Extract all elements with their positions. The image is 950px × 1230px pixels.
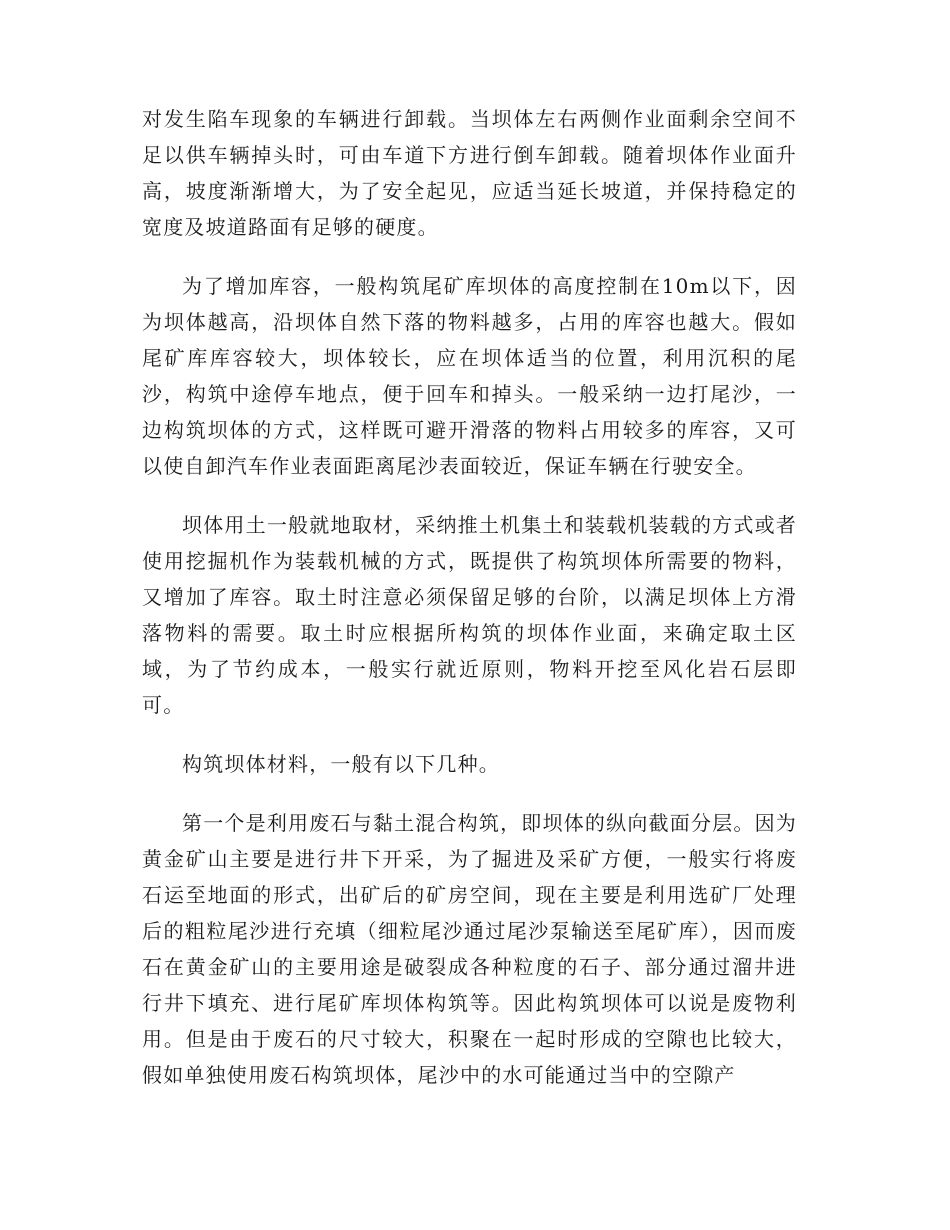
- paragraph-materials-intro: 构筑坝体材料，一般有以下几种。: [182, 752, 500, 776]
- paragraph-continuation: 对发生陷车现象的车辆进行卸载。当坝体左右两侧作业面剩余空间不足以供车辆掉头时，可由车道下方进行倒车卸载。随着坝体作业面升高，坡度渐渐增大，为了安全起见，应适当延长坡道，并保持稳定的宽度及坡道路面有足够的硬度。: [142, 107, 797, 239]
- paragraph-soil: 坝体用土一般就地取材，采纳推土机集土和装载机装载的方式或者使用挖掘机作为装载机械的方式，既提供了构筑坝体所需要的物料，又增加了库容。取土时注意必须保留足够的台阶，以满足坝体上方滑落物料的需要。取土时应根据所构筑的坝体作业面，来确定取土区域，为了节约成本，一般实行就近原则，物料开挖至风化岩石层即可。: [142, 513, 797, 717]
- paragraph-capacity: 为了增加库容，一般构筑尾矿库坝体的高度控制在10m以下，因为坝体越高，沿坝体自然下落的物料越多，占用的库容也越大。假如尾矿库库容较大，坝体较长，应在坝体适当的位置，利用沉积的尾沙，构筑中途停车地点，便于回车和掉头。一般采纳一边打尾沙，一边构筑坝体的方式，这样既可避开滑落的物料占用较多的库容，又可以使自卸汽车作业表面距离尾沙表面较近，保证车辆在行驶安全。: [142, 274, 797, 478]
- document-body: [142, 101, 797, 1116]
- paragraph-first-material: 第一个是利用废石与黏土混合构筑，即坝体的纵向截面分层。因为黄金矿山主要是进行井下开采，为了掘进及采矿方便，一般实行将废石运至地面的形式，出矿后的矿房空间，现在主要是利用选矿厂处理后的粗粒尾沙进行充填（细粒尾沙通过尾沙泵输送至尾矿库），因而废石在黄金矿山的主要用途是破裂成各种粒度的石子、部分通过溜井进行井下填充、进行尾矿库坝体构筑等。因此构筑坝体可以说是废物利用。但是由于废石的尺寸较大，积聚在一起时形成的空隙也比较大，假如单独使用废石构筑坝体，尾沙中的水可能通过当中的空隙产: [142, 811, 797, 1087]
